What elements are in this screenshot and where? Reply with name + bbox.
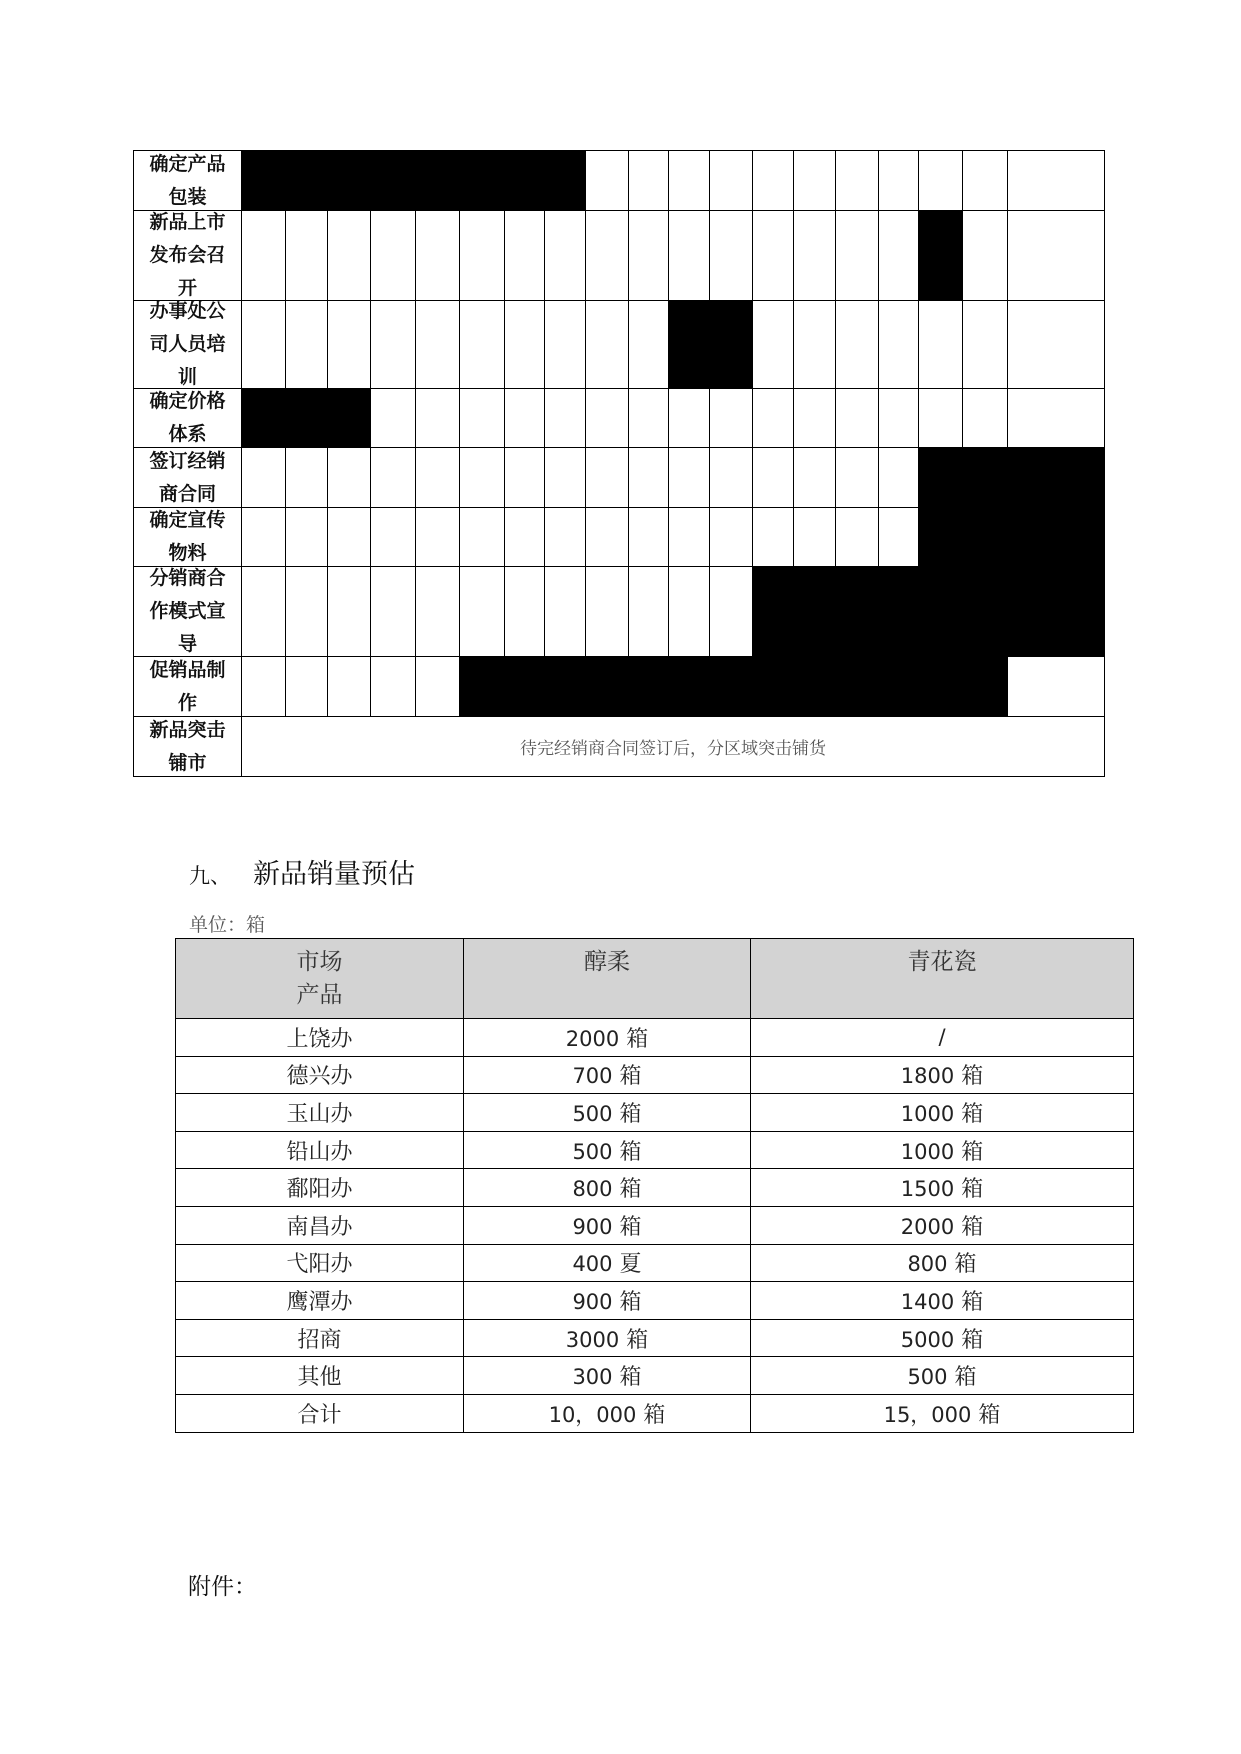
- gantt-cell-filled: [962, 656, 1008, 717]
- gantt-cell: [1007, 210, 1105, 301]
- chunrou-value: 900: [572, 1289, 613, 1314]
- chunrou-value: 800: [572, 1177, 613, 1202]
- chunrou-value: 900: [572, 1214, 613, 1239]
- gantt-cell: [793, 210, 836, 301]
- table-row: [176, 1206, 1134, 1244]
- chunrou-unit: 箱: [626, 1026, 649, 1052]
- gantt-cell: [327, 656, 371, 717]
- gantt-cell-filled: [962, 566, 1008, 657]
- chunrou-value: 2000: [565, 1026, 620, 1051]
- gantt-cell: [668, 388, 710, 448]
- gantt-cell: [628, 210, 669, 301]
- col-header-2: 青花瓷: [751, 939, 1134, 1019]
- gantt-cell-filled: [585, 656, 629, 717]
- market-cell: 鹰潭办: [176, 1282, 464, 1320]
- gantt-cell: [370, 566, 416, 657]
- gantt-cell-filled: [878, 566, 919, 657]
- corner-header-market: 市场: [296, 949, 343, 975]
- gantt-cell: [835, 300, 879, 389]
- gantt-row: [133, 210, 1105, 301]
- market-cell: 玉山办: [176, 1094, 464, 1132]
- market-cell: 上饶办: [176, 1019, 464, 1057]
- gantt-cell: [285, 300, 328, 389]
- qinghuaci-value: 1000: [900, 1139, 955, 1164]
- chunrou-unit: 夏: [619, 1252, 642, 1278]
- gantt-task-label: [133, 566, 242, 657]
- gantt-task-label-text: 促销品制作: [149, 658, 226, 714]
- gantt-cell-filled: [327, 150, 371, 211]
- gantt-row: [133, 566, 1105, 657]
- qinghuaci-value: 2000: [900, 1214, 955, 1239]
- section-number: 九、: [189, 864, 231, 888]
- gantt-cell: [793, 507, 836, 567]
- gantt-cell: [628, 566, 669, 657]
- gantt-cell: [544, 447, 586, 508]
- chunrou-cell: [464, 1056, 751, 1094]
- gantt-cell: [459, 300, 505, 389]
- gantt-cell: [878, 388, 919, 448]
- gantt-cell: [878, 447, 919, 508]
- qinghuaci-value: 1800: [900, 1064, 955, 1089]
- qinghuaci-value: 500: [907, 1365, 948, 1390]
- gantt-cell: [962, 150, 1008, 211]
- gantt-cell-filled: [835, 566, 879, 657]
- unit-note: 单位：箱: [189, 914, 266, 936]
- gantt-cell: [415, 566, 460, 657]
- gantt-cell: [835, 507, 879, 567]
- chunrou-cell: [464, 1394, 751, 1432]
- gantt-cell: [370, 388, 416, 448]
- gantt-task-label-text: 办事处公司人员培训: [149, 300, 226, 388]
- gantt-cell: [327, 507, 371, 567]
- gantt-cell: [459, 566, 505, 657]
- chunrou-cell: [464, 1319, 751, 1357]
- gantt-cell: [878, 150, 919, 211]
- qinghuaci-cell: [751, 1357, 1134, 1395]
- gantt-cell: [504, 300, 545, 389]
- chunrou-unit: 箱: [619, 1214, 642, 1240]
- gantt-cell: [709, 447, 753, 508]
- gantt-cell-filled: [459, 656, 505, 717]
- gantt-cell: [285, 210, 328, 301]
- gantt-task-label: [133, 447, 242, 508]
- qinghuaci-value: 1500: [900, 1177, 955, 1202]
- gantt-cell: [668, 447, 710, 508]
- gantt-cell: [793, 447, 836, 508]
- gantt-cell: [370, 300, 416, 389]
- chunrou-value: 3000: [565, 1327, 620, 1352]
- table-row: [176, 1019, 1134, 1057]
- gantt-row: [133, 716, 1105, 777]
- gantt-cell: [459, 507, 505, 567]
- gantt-cell: [241, 447, 286, 508]
- section-title-text: 新品销量预估: [253, 859, 415, 890]
- gantt-cell: [709, 210, 753, 301]
- gantt-cell: [504, 507, 545, 567]
- gantt-cell: [370, 656, 416, 717]
- gantt-cell: [241, 507, 286, 567]
- gantt-cell: [415, 447, 460, 508]
- gantt-cell: [285, 507, 328, 567]
- gantt-cell: [835, 150, 879, 211]
- gantt-cell: [752, 447, 794, 508]
- gantt-cell: [327, 300, 371, 389]
- gantt-cell-filled: [668, 300, 710, 389]
- market-cell: 南昌办: [176, 1206, 464, 1244]
- gantt-cell-filled: [962, 507, 1008, 567]
- gantt-cell-filled: [918, 507, 963, 567]
- table-row: [176, 1244, 1134, 1282]
- gantt-cell-filled: [752, 656, 794, 717]
- chunrou-unit: 箱: [619, 1139, 642, 1165]
- gantt-cell: [628, 300, 669, 389]
- qinghuaci-value: 800: [907, 1252, 948, 1277]
- qinghuaci-unit: 箱: [961, 1139, 984, 1165]
- gantt-cell: [709, 566, 753, 657]
- table-row: [176, 1394, 1134, 1432]
- gantt-row: [133, 150, 1105, 211]
- gantt-cell: [241, 300, 286, 389]
- gantt-cell-filled: [1007, 507, 1105, 567]
- gantt-cell: [668, 150, 710, 211]
- gantt-cell: [459, 388, 505, 448]
- gantt-cell-filled: [327, 388, 371, 448]
- sales-header-row: [176, 939, 1134, 1019]
- chunrou-value: 500: [572, 1139, 613, 1164]
- gantt-cell-filled: [285, 388, 328, 448]
- gantt-cell: [668, 507, 710, 567]
- corner-header-product: 产品: [296, 982, 343, 1008]
- gantt-cell-filled: [793, 656, 836, 717]
- chunrou-unit: 箱: [643, 1402, 666, 1428]
- market-cell: 弋阳办: [176, 1244, 464, 1282]
- gantt-cell: [370, 210, 416, 301]
- gantt-row: [133, 300, 1105, 389]
- qinghuaci-cell: [751, 1206, 1134, 1244]
- qinghuaci-cell: [751, 1394, 1134, 1432]
- chunrou-unit: 箱: [619, 1177, 642, 1203]
- qinghuaci-unit: 箱: [954, 1365, 977, 1391]
- gantt-cell-filled: [544, 150, 586, 211]
- gantt-task-label-text: 确定价格体系: [149, 390, 226, 445]
- gantt-cell: [285, 447, 328, 508]
- gantt-task-label-text: 新品突击铺市: [149, 718, 226, 774]
- gantt-cell: [459, 447, 505, 508]
- gantt-cell-filled: [285, 150, 328, 211]
- chunrou-cell: [464, 1244, 751, 1282]
- gantt-cell-filled: [835, 656, 879, 717]
- gantt-cell: [628, 507, 669, 567]
- gantt-cell: [544, 210, 586, 301]
- gantt-cell: [544, 566, 586, 657]
- gantt-task-label: [133, 716, 242, 777]
- qinghuaci-value: /: [938, 1024, 946, 1049]
- gantt-schedule-table: [133, 150, 1105, 842]
- gantt-cell-filled: [918, 656, 963, 717]
- gantt-cell-filled: [752, 566, 794, 657]
- qinghuaci-cell: [751, 1169, 1134, 1207]
- gantt-cell: [752, 388, 794, 448]
- gantt-cell: [793, 300, 836, 389]
- qinghuaci-cell: [751, 1094, 1134, 1132]
- gantt-task-label-text: 新品上市发布会召开: [149, 211, 226, 299]
- chunrou-unit: 箱: [619, 1289, 642, 1315]
- section-heading: [189, 852, 415, 891]
- gantt-row: [133, 656, 1105, 717]
- qinghuaci-cell: [751, 1282, 1134, 1320]
- qinghuaci-cell: [751, 1056, 1134, 1094]
- gantt-cell: [793, 150, 836, 211]
- chunrou-cell: [464, 1131, 751, 1169]
- chunrou-value: 500: [572, 1101, 613, 1126]
- gantt-cell: [835, 388, 879, 448]
- appendix-label: 附件：: [188, 1574, 257, 1600]
- gantt-cell: [241, 566, 286, 657]
- gantt-cell: [585, 150, 629, 211]
- chunrou-value: 400: [572, 1252, 613, 1277]
- gantt-cell: [415, 300, 460, 389]
- gantt-cell: [585, 566, 629, 657]
- gantt-cell: [752, 150, 794, 211]
- gantt-cell-filled: [962, 447, 1008, 508]
- gantt-cell: [793, 388, 836, 448]
- gantt-cell: [1007, 150, 1105, 211]
- gantt-cell-filled: [459, 150, 505, 211]
- gantt-cell-filled: [709, 656, 753, 717]
- gantt-cell: [544, 507, 586, 567]
- table-row: [176, 1357, 1134, 1395]
- gantt-cell: [585, 300, 629, 389]
- gantt-cell: [918, 388, 963, 448]
- chunrou-cell: [464, 1019, 751, 1057]
- qinghuaci-unit: 箱: [961, 1101, 984, 1127]
- gantt-cell-filled: [504, 656, 545, 717]
- corner-header: [176, 939, 464, 1019]
- gantt-cell: [962, 388, 1008, 448]
- qinghuaci-unit: 箱: [978, 1402, 1001, 1428]
- gantt-cell: [327, 447, 371, 508]
- qinghuaci-unit: 箱: [961, 1177, 984, 1203]
- chunrou-cell: [464, 1206, 751, 1244]
- chunrou-unit: 箱: [619, 1101, 642, 1127]
- gantt-cell: [544, 300, 586, 389]
- chunrou-cell: [464, 1169, 751, 1207]
- gantt-cell: [585, 507, 629, 567]
- gantt-cell-filled: [415, 150, 460, 211]
- gantt-cell: [241, 656, 286, 717]
- table-row: [176, 1169, 1134, 1207]
- gantt-cell-filled: [918, 566, 963, 657]
- gantt-cell: [962, 210, 1008, 301]
- gantt-cell: [628, 447, 669, 508]
- qinghuaci-unit: 箱: [954, 1252, 977, 1278]
- gantt-cell: [504, 566, 545, 657]
- market-cell: 鄱阳办: [176, 1169, 464, 1207]
- gantt-cell: [1007, 300, 1105, 389]
- gantt-cell: [415, 210, 460, 301]
- gantt-cell: [628, 150, 669, 211]
- gantt-cell: [709, 507, 753, 567]
- gantt-cell: [585, 447, 629, 508]
- gantt-cell-filled: [709, 300, 753, 389]
- gantt-cell: [504, 210, 545, 301]
- gantt-cell: [835, 447, 879, 508]
- chunrou-unit: 箱: [619, 1365, 642, 1391]
- gantt-cell-filled: [544, 656, 586, 717]
- chunrou-cell: [464, 1282, 751, 1320]
- gantt-task-label-text: 签订经销商合同: [149, 449, 226, 505]
- gantt-note: 待完经销商合同签订后，分区域突击铺货: [241, 716, 1105, 777]
- qinghuaci-cell: [751, 1019, 1134, 1057]
- gantt-cell-filled: [1007, 447, 1105, 508]
- gantt-task-label: [133, 656, 242, 717]
- qinghuaci-value: 1400: [900, 1289, 955, 1314]
- gantt-task-label-text: 分销商合作模式宣导: [149, 567, 226, 655]
- chunrou-unit: 箱: [626, 1327, 649, 1353]
- chunrou-value: 10，000: [548, 1402, 637, 1427]
- chunrou-value: 700: [572, 1064, 613, 1089]
- chunrou-value: 300: [572, 1365, 613, 1390]
- qinghuaci-value: 15，000: [883, 1402, 972, 1427]
- gantt-cell: [585, 210, 629, 301]
- gantt-cell: [504, 447, 545, 508]
- chunrou-cell: [464, 1357, 751, 1395]
- qinghuaci-value: 1000: [900, 1101, 955, 1126]
- market-cell: 招商: [176, 1319, 464, 1357]
- gantt-cell: [327, 566, 371, 657]
- table-row: [176, 1131, 1134, 1169]
- gantt-cell: [327, 210, 371, 301]
- market-cell: 德兴办: [176, 1056, 464, 1094]
- gantt-cell: [962, 300, 1008, 389]
- table-row: [176, 1056, 1134, 1094]
- gantt-cell-filled: [878, 656, 919, 717]
- gantt-cell: [1007, 388, 1105, 448]
- gantt-task-label: [133, 388, 242, 448]
- qinghuaci-unit: 箱: [961, 1214, 984, 1240]
- gantt-cell-filled: [918, 210, 963, 301]
- sales-forecast-table: [175, 938, 1134, 1433]
- gantt-cell: [709, 150, 753, 211]
- table-row: [176, 1094, 1134, 1132]
- market-cell: 合计: [176, 1394, 464, 1432]
- gantt-cell: [415, 656, 460, 717]
- gantt-cell: [709, 388, 753, 448]
- gantt-cell: [504, 388, 545, 448]
- table-row: [176, 1319, 1134, 1357]
- gantt-cell: [668, 566, 710, 657]
- chunrou-cell: [464, 1094, 751, 1132]
- market-cell: 其他: [176, 1357, 464, 1395]
- gantt-cell-filled: [668, 656, 710, 717]
- gantt-cell-filled: [370, 150, 416, 211]
- qinghuaci-value: 5000: [900, 1327, 955, 1352]
- gantt-cell: [1007, 656, 1105, 717]
- market-cell: 铅山办: [176, 1131, 464, 1169]
- col-header-1: 醇柔: [464, 939, 751, 1019]
- gantt-cell-filled: [628, 656, 669, 717]
- gantt-cell: [285, 656, 328, 717]
- qinghuaci-unit: 箱: [961, 1327, 984, 1353]
- gantt-cell: [459, 210, 505, 301]
- gantt-cell-filled: [504, 150, 545, 211]
- gantt-cell: [918, 300, 963, 389]
- gantt-cell-filled: [1007, 566, 1105, 657]
- gantt-cell: [835, 210, 879, 301]
- gantt-row: [133, 507, 1105, 567]
- gantt-cell: [285, 566, 328, 657]
- gantt-cell: [415, 388, 460, 448]
- gantt-cell: [752, 210, 794, 301]
- gantt-cell: [752, 300, 794, 389]
- gantt-cell: [370, 507, 416, 567]
- gantt-cell: [668, 210, 710, 301]
- gantt-row: [133, 447, 1105, 508]
- gantt-cell-filled: [918, 447, 963, 508]
- gantt-task-label: [133, 300, 242, 389]
- gantt-task-label: [133, 210, 242, 301]
- gantt-row: [133, 388, 1105, 448]
- gantt-cell: [544, 388, 586, 448]
- gantt-task-label: [133, 507, 242, 567]
- qinghuaci-cell: [751, 1244, 1134, 1282]
- qinghuaci-cell: [751, 1319, 1134, 1357]
- chunrou-unit: 箱: [619, 1064, 642, 1090]
- gantt-cell: [878, 507, 919, 567]
- gantt-cell-filled: [241, 388, 286, 448]
- qinghuaci-unit: 箱: [961, 1289, 984, 1315]
- gantt-cell: [878, 300, 919, 389]
- gantt-cell: [415, 507, 460, 567]
- gantt-cell-filled: [793, 566, 836, 657]
- qinghuaci-cell: [751, 1131, 1134, 1169]
- gantt-cell: [585, 388, 629, 448]
- gantt-task-label-text: 确定产品包装: [149, 152, 226, 208]
- sales-body: [176, 1019, 1134, 1433]
- gantt-cell: [241, 210, 286, 301]
- gantt-cell: [370, 447, 416, 508]
- table-row: [176, 1282, 1134, 1320]
- gantt-cell: [918, 150, 963, 211]
- qinghuaci-unit: 箱: [961, 1064, 984, 1090]
- gantt-task-label: [133, 150, 242, 211]
- gantt-cell: [878, 210, 919, 301]
- gantt-task-label-text: 确定宣传物料: [149, 509, 226, 564]
- gantt-cell: [752, 507, 794, 567]
- gantt-cell: [628, 388, 669, 448]
- gantt-cell-filled: [241, 150, 286, 211]
